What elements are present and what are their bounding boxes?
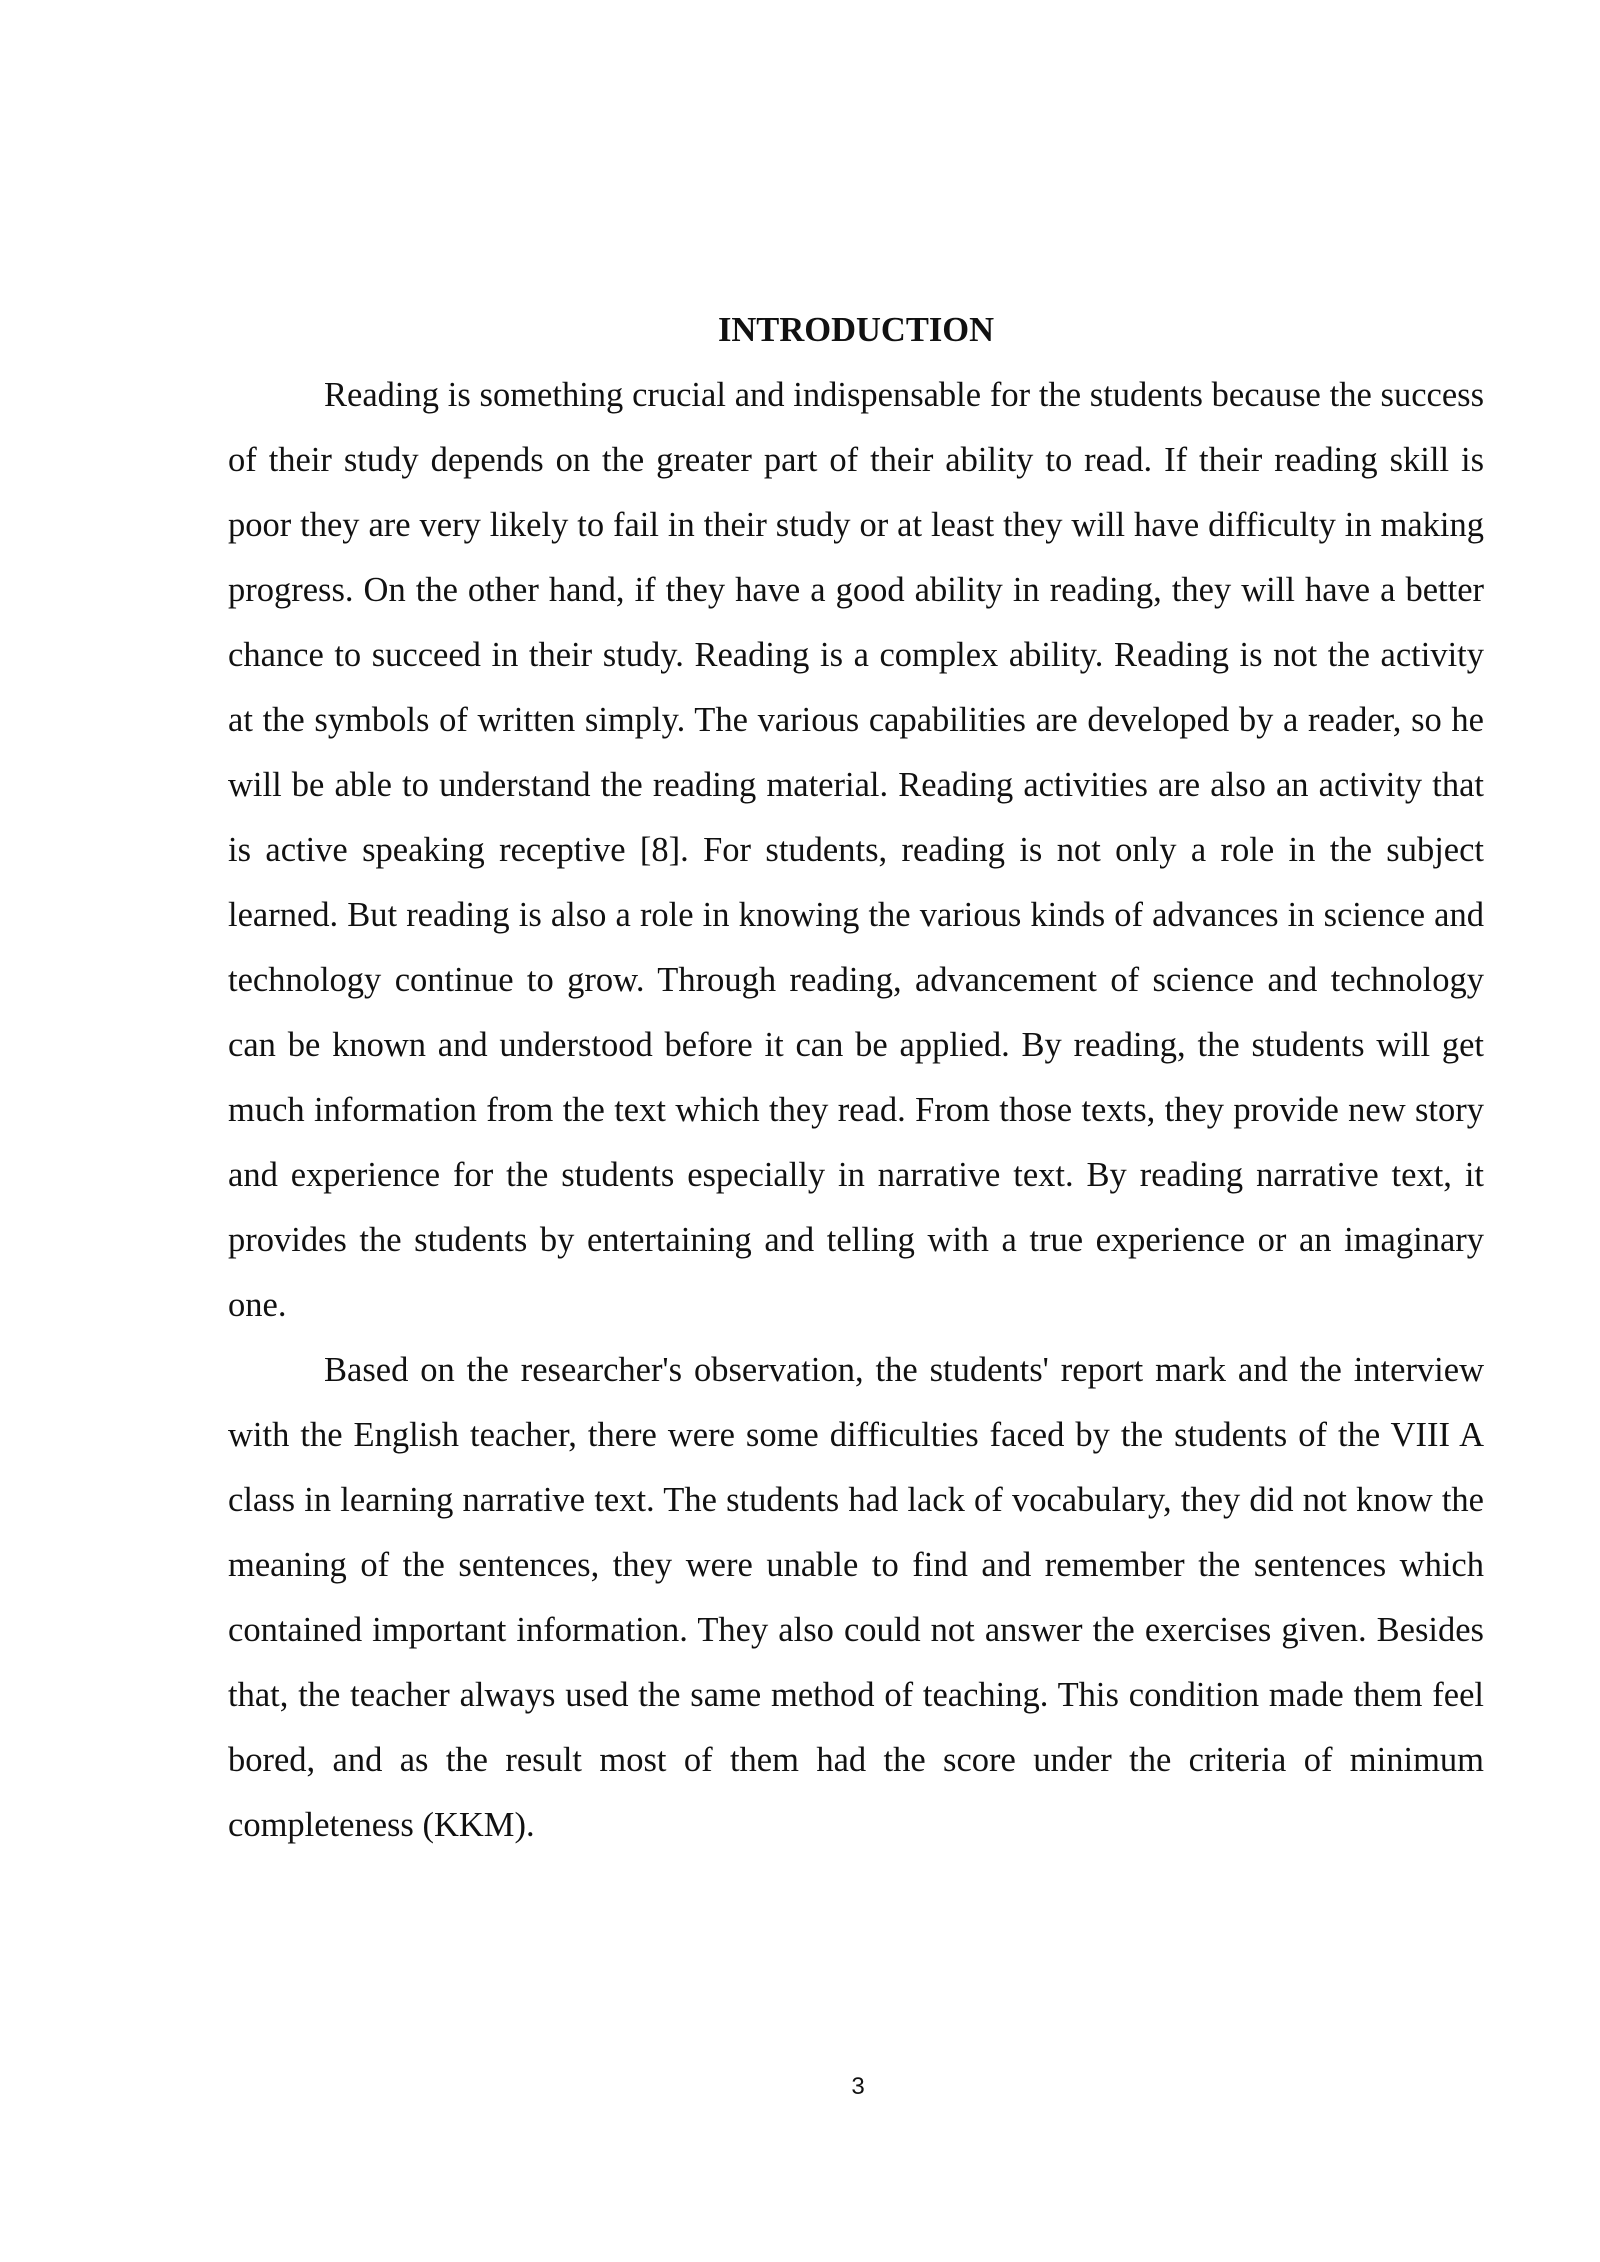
paragraph-1: Reading is something crucial and indispensable for the students because the success of their study depends on the greater part of their ability to read. If their reading skill is poor they are very likely to fail in their study or at least they will have difficulty in making progress. On the other hand, if they have a good ability in reading, they will have a better chance to succeed in their study. Reading is a complex ability. Reading is not the activity at the symbols of written simply. The various capabilities are developed by a reader, so he will be able to understand the reading material. Reading activities are also an activity that is active speaking receptive [8]. For students, reading is not only a role in the subject learned. But reading is also a role in knowing the various kinds of advances in science and technology continue to grow. Through reading, advancement of science and technology can be known and understood before it can be applied. By reading, the students will get much information from the text which they read. From those texts, they provide new story and experience for the students especially in narrative text. By reading narrative text, it provides the students by entertaining and telling with a true experience or an imaginary one. (228, 376, 1484, 1324)
paragraph-2: Based on the researcher's observation, the students' report mark and the interview with the English teacher, there were some difficulties faced by the students of the VIII A class in learning narrative text. The students had lack of vocabulary, they did not know the meaning of the sentences, they were unable to find and remember the sentences which contained important information. They also could not answer the exercises given. Besides that, the teacher always used the same method of teaching. This condition made them feel bored, and as the result most of them had the score under the criteria of minimum completeness (KKM). (228, 1351, 1484, 1844)
page-number: 3 (851, 2073, 865, 2100)
section-heading: INTRODUCTION (717, 311, 995, 349)
body-text-block (228, 298, 1484, 1858)
